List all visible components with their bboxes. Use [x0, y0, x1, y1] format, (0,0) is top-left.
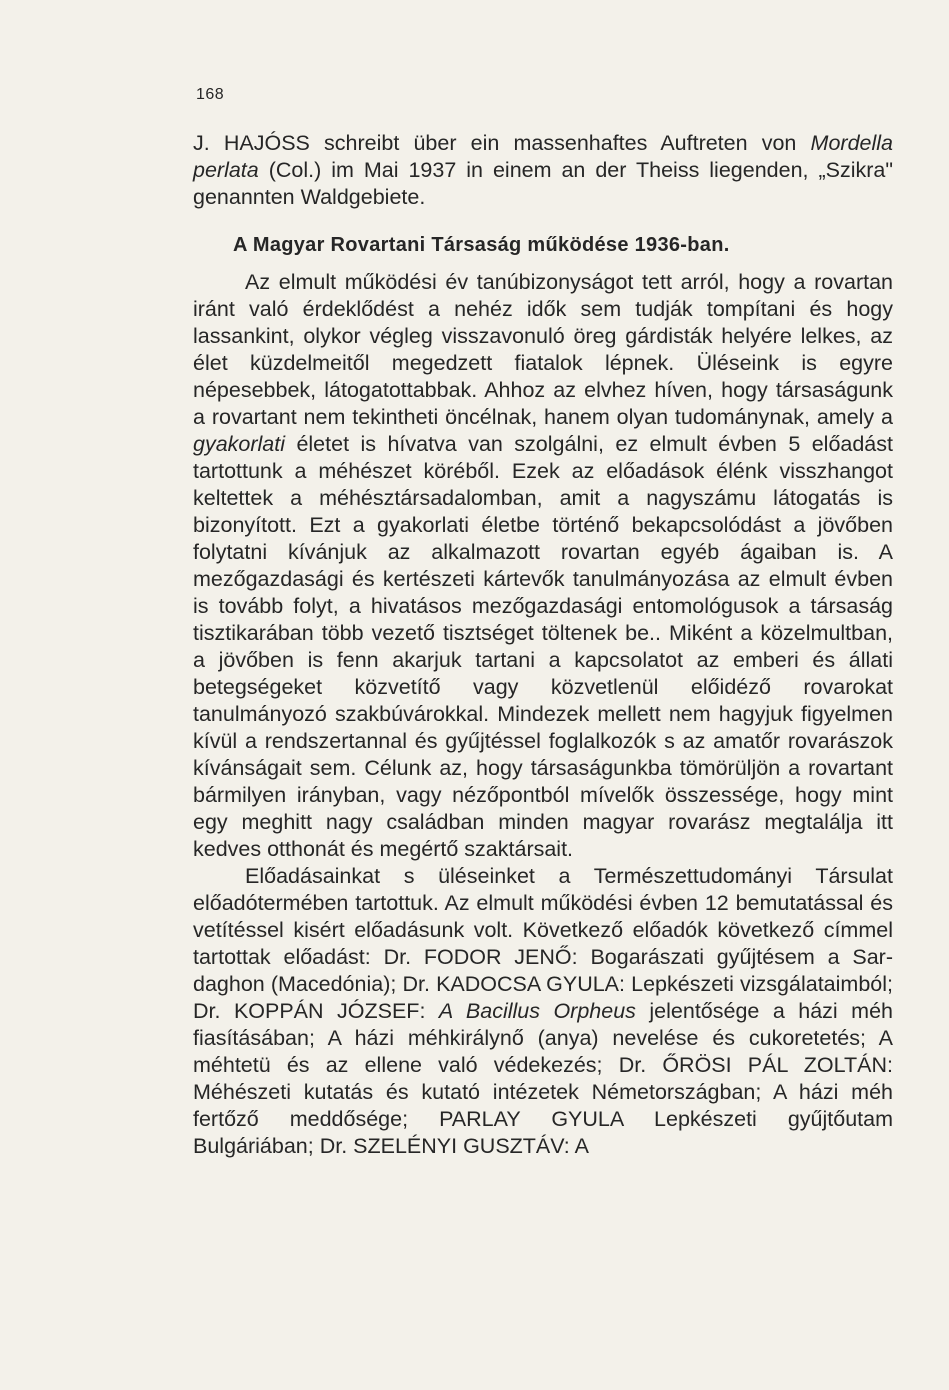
intro-text-2: (Col.) im Mai 1937 in einem an der Theiss liegenden, „Szikra" genannten Waldgebiete.: [193, 158, 893, 209]
paragraph-2: [193, 863, 893, 1160]
paragraph-2-italic: A Bacillus Orpheus: [438, 999, 636, 1023]
intro-paragraph: [193, 130, 893, 211]
section-heading: A Magyar Rovartani Társaság működése 1936-ban.: [233, 234, 730, 256]
intro-species-name: Mordella perlata: [193, 131, 893, 182]
paragraph-1-text-2: életet is hívatva van szolgálni, ez elmult évben 5 előadást tartottunk a méhészet köréből. Ezek az előadások élénk visszhangot keltettek a méhésztársadalomban, amit a nagyszámu látogatás is bizonyított. Ezt a gyakorlati életbe történő bekapcsolódást a jövőben folytatni kívánjuk az alkalmazott rovartan egyéb ágaiban is. A mezőgazdasági és kertészeti kártevők tanulmányozása az elmult évben is tovább folyt, a hivatásos mezőgazdasági entomológusok a társaság tisztikarában több vezető tisztséget töltenek be.. Miként a közelmultban, a jövőben is fenn akarjuk tartani a kapcsolatot az emberi és állati betegségeket közvetítő vagy közvetlenül előidéző rovarokat tanulmányozó szakbúvárokkal. Mindezek mellett nem hagyjuk figyelmen kívül a rendszertannal és gyűjtéssel foglalkozók s az amatőr rovarászok kívánságait sem. Célunk az, hogy társaságunkba tömörüljön a rovartant bármilyen irányban, vagy nézőpontból mívelők összessége, hogy mint egy meghitt nagy családban minden magyar rovarász megtalálja itt kedves otthonát és megértő szaktársait.: [193, 432, 893, 861]
paragraph-1: [193, 269, 893, 863]
paragraph-2-text-2: jelentősége a házi méh fiasításában; A házi méhkirálynő (anya) nevelése és cukoretetés; A méhtetü és az ellene való védekezés; Dr. ŐRÖSI PÁL ZOLTÁN: Méhészeti kutatás és kutató intézetek Németországban; A házi méh fertőző meddősége; PARLAY GYULA Lepkészeti gyűjtőutam Bulgáriában; Dr. SZELÉNYI GUSZTÁV: A: [193, 999, 893, 1158]
page-number: 168: [196, 86, 225, 103]
paragraph-2-text-1: Előadásainkat s üléseinket a Természettudományi Társulat előadótermében tartottuk. Az elmult működési évben 12 bemutatással és vetítéssel kisért előadásunk volt. Következő előadók következő címmel tartottak előadást: Dr. FODOR JENŐ: Bogarászati gyűjtésem a Sar-daghon (Macedónia); Dr. KADOCSA GYULA: Lepkészeti vizsgálataimból; Dr. KOPPÁN JÓZSEF:: [193, 864, 893, 1023]
paragraph-1-italic: gyakorlati: [193, 432, 286, 456]
intro-text-1: J. HAJÓSS schreibt über ein massenhaftes Auftreten von: [193, 131, 811, 155]
text-column: [193, 130, 893, 1160]
paragraph-1-text-1: Az elmult működési év tanúbizonyságot tett arról, hogy a rovartan iránt való érdeklődést a nehéz idők sem tudják tompítani és hogy lassankint, olykor végleg visszavonuló öreg gárdisták helyére lelkes, az élet küzdelmeitől megedzett fiatalok lépnek. Üléseink is egyre népesebbek, látogatottabbak. Ahhoz az elvhez híven, hogy társaságunk a rovartant nem tekintheti öncélnak, hanem olyan tudománynak, amely a: [193, 270, 893, 429]
